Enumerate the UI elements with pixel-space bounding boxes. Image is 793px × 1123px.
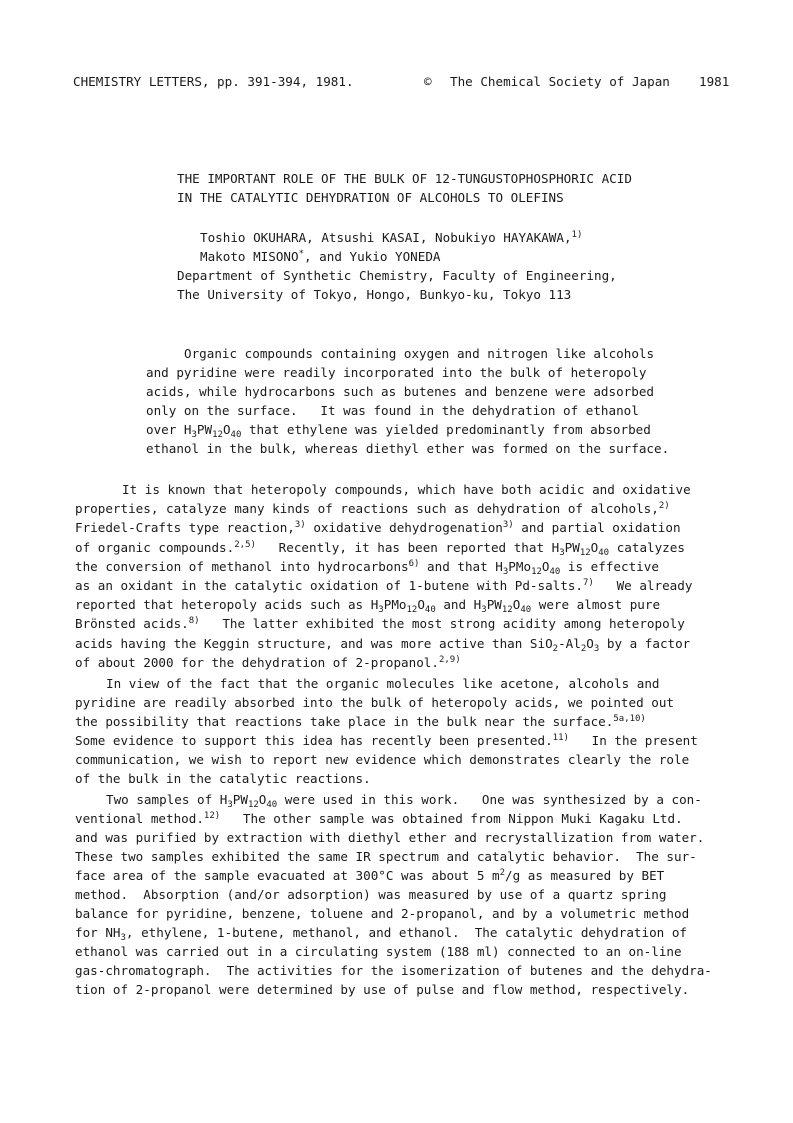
text-run: W <box>240 792 248 807</box>
citation-ref: 7) <box>583 578 594 588</box>
body-line <box>75 868 664 884</box>
text-run: over H <box>146 422 192 437</box>
citation-ref: 5a,10) <box>613 714 646 724</box>
authors-line-1 <box>200 230 582 246</box>
text-run: of organic compounds. <box>75 540 235 555</box>
text-run: O <box>512 597 521 612</box>
text-run: were used in this work. One was synthesized by a con- <box>277 792 702 807</box>
copyright-symbol: © <box>424 74 432 89</box>
author-names-2a: Makoto MISONO <box>200 249 299 264</box>
body-line: ethanol was carried out in a circulating system (188 ml) connected to an on-line <box>75 944 682 959</box>
citation-ref: 8) <box>188 616 200 626</box>
body-line: tion of 2-propanol were determined by use of pulse and flow method, respectively. <box>75 982 690 997</box>
body-line: balance for pyridine, benzene, toluene and 2-propanol, and by a volumetric method <box>75 906 690 921</box>
text-run: Recently, it has been reported that H <box>255 540 560 555</box>
body-line <box>75 925 687 941</box>
body-line: and was purified by extraction with diethyl ether and recrystallization from water. <box>75 830 705 845</box>
text-run: O <box>541 559 550 574</box>
text-run: O <box>417 597 425 612</box>
text-run: face area of the sample evacuated at 300°C was about 5 m <box>75 868 500 883</box>
body-line: It is known that heteropoly compounds, which have both acidic and oxidative <box>122 482 691 497</box>
author-footnote-ref: 1) <box>571 230 583 240</box>
citation-ref: 12) <box>203 811 221 821</box>
body-line: These two samples exhibited the same IR spectrum and catalytic behavior. The sur- <box>75 849 697 864</box>
text-run: P <box>508 559 516 574</box>
body-line <box>75 655 461 671</box>
text-run: , ethylene, 1-butene, methanol, and ethanol. The catalytic dehydration of <box>125 925 687 940</box>
body-line: pyridine are readily absorbed into the bulk of heteropoly acids, we pointed out <box>75 695 674 710</box>
text-run: W <box>204 422 213 437</box>
body-line <box>106 792 702 808</box>
superscript: 2 <box>499 868 506 878</box>
subscript: 12 <box>406 605 418 615</box>
text-run: Mo <box>391 597 407 612</box>
text-run: catalyzes <box>609 540 685 555</box>
body-line <box>75 714 646 730</box>
text-run: for NH <box>75 925 121 940</box>
text-run: O <box>586 636 594 651</box>
header-year: 1981 <box>699 74 730 89</box>
subscript: 3 <box>227 800 233 810</box>
subscript: 40 <box>598 548 610 558</box>
body-line <box>75 616 685 632</box>
body-line <box>75 559 659 575</box>
subscript: 40 <box>424 605 436 615</box>
subscript: 3 <box>481 605 487 615</box>
body-line <box>75 733 698 749</box>
text-run: Brönsted acids. <box>75 616 189 631</box>
text-run: /g as measured by BET <box>505 868 665 883</box>
text-run: P <box>383 597 392 612</box>
subscript: 3 <box>593 644 600 654</box>
citation-ref: 3) <box>294 520 306 530</box>
text-run: the conversion of methanol into hydrocarbons <box>75 559 409 574</box>
text-run: reported that heteropoly acids such as H <box>75 597 379 612</box>
text-run: oxidative dehydrogenation <box>305 520 503 535</box>
text-run: is effective <box>560 559 659 574</box>
subscript: 3 <box>120 933 126 943</box>
abstract-line: only on the surface. It was found in the dehydration of ethanol <box>146 403 639 418</box>
abstract-line: ethanol in the bulk, whereas diethyl ether was formed on the surface. <box>146 441 670 456</box>
subscript: 2 <box>552 644 559 654</box>
body-line: of the bulk in the catalytic reactions. <box>75 771 371 786</box>
text-run: O <box>258 792 267 807</box>
body-line: In view of the fact that the organic molecules like acetone, alcohols and <box>106 676 660 691</box>
subscript: 12 <box>531 567 542 577</box>
citation-ref: 2,5) <box>234 540 256 550</box>
text-run: P <box>486 597 495 612</box>
subscript: 3 <box>191 430 197 440</box>
text-run: We already <box>593 578 693 593</box>
authors-line-2 <box>200 249 440 265</box>
subscript: 2 <box>580 644 587 654</box>
affiliation-line-2: The University of Tokyo, Hongo, Bunkyo-ku, Tokyo 113 <box>177 287 572 302</box>
subscript: 40 <box>549 567 561 577</box>
text-run: The other sample was obtained from Nippon Muki Kagaku Ltd. <box>220 811 683 826</box>
subscript: 40 <box>520 605 532 615</box>
body-line <box>75 501 670 517</box>
society-name: The Chemical Society of Japan <box>450 74 670 89</box>
abstract-line: acids, while hydrocarbons such as butenes and benzene were adsorbed <box>146 384 654 399</box>
text-run: Friedel-Crafts type reaction, <box>75 520 295 535</box>
text-run: -Al <box>558 636 581 651</box>
citation-ref: 2) <box>658 501 670 511</box>
text-run: the possibility that reactions take place in the bulk near the surface. <box>75 714 614 729</box>
text-run: were almost pure <box>531 597 661 612</box>
body-line <box>75 636 690 652</box>
text-run: properties, catalyze many kinds of reactions such as dehydration of alcohols, <box>75 501 659 516</box>
text-run: Mo <box>515 559 532 574</box>
text-run: Some evidence to support this idea has recently been presented. <box>75 733 553 748</box>
abstract-line: Organic compounds containing oxygen and nitrogen like alcohols <box>184 346 655 361</box>
text-run: P <box>564 540 573 555</box>
text-run: of about 2000 for the dehydration of 2-propanol. <box>75 655 439 670</box>
body-line: communication, we wish to report new evidence which demonstrates clearly the role <box>75 752 690 767</box>
body-line: method. Absorption (and/or adsorption) was measured by use of a quartz spring <box>75 887 667 902</box>
body-line: gas-chromatograph. The activities for the isomerization of butenes and the dehydra- <box>75 963 712 978</box>
text-run: acids having the Keggin structure, and was more active than SiO <box>75 636 553 651</box>
subscript: 40 <box>266 800 278 810</box>
text-run: P <box>196 422 205 437</box>
abstract-line <box>146 422 651 438</box>
subscript: 12 <box>212 430 223 440</box>
text-run: that ethylene was yielded predominantly from absorbed <box>241 422 651 437</box>
citation-ref: 6) <box>408 559 420 569</box>
text-run: The latter exhibited the most strong acidity among heteropoly <box>199 616 685 631</box>
text-run: and that H <box>419 559 503 574</box>
text-run: W <box>494 597 502 612</box>
title-line-2: IN THE CATALYTIC DEHYDRATION OF ALCOHOLS TO OLEFINS <box>177 190 564 205</box>
text-run: W <box>572 540 580 555</box>
text-run: O <box>590 540 599 555</box>
text-run: P <box>232 792 241 807</box>
journal-citation: CHEMISTRY LETTERS, pp. 391-394, 1981. <box>73 74 354 89</box>
text-run: as an oxidant in the catalytic oxidation of 1-butene with Pd-salts. <box>75 578 583 593</box>
author-names-1: Toshio OKUHARA, Atsushi KASAI, Nobukiyo HAYAKAWA, <box>200 230 572 245</box>
body-line <box>75 597 660 613</box>
author-names-2b: , and Yukio YONEDA <box>304 249 441 264</box>
text-run: In the present <box>568 733 698 748</box>
text-run: Two samples of H <box>106 792 228 807</box>
body-line <box>75 540 685 556</box>
title-line-1: THE IMPORTANT ROLE OF THE BULK OF 12-TUNGUSTOPHOSPHORIC ACID <box>177 171 632 186</box>
citation-ref: 3) <box>502 520 514 530</box>
citation-ref: 2,9) <box>438 655 461 665</box>
text-run: and H <box>435 597 482 612</box>
affiliation-line-1: Department of Synthetic Chemistry, Faculty of Engineering, <box>177 268 617 283</box>
subscript: 3 <box>502 567 509 577</box>
body-line <box>75 578 692 594</box>
text-run: O <box>222 422 231 437</box>
subscript: 12 <box>501 605 513 615</box>
text-run: and partial oxidation <box>513 520 681 535</box>
subscript: 40 <box>230 430 242 440</box>
running-header <box>73 74 733 90</box>
corresponding-author-mark: * <box>298 249 304 259</box>
citation-ref: 11) <box>552 733 569 743</box>
subscript: 3 <box>559 548 565 558</box>
subscript: 12 <box>247 800 259 810</box>
body-line <box>75 520 681 536</box>
text-run: by a factor <box>599 636 691 651</box>
text-run: ventional method. <box>75 811 204 826</box>
subscript: 12 <box>579 548 591 558</box>
subscript: 3 <box>378 605 384 615</box>
abstract-line: and pyridine were readily incorporated into the bulk of heteropoly <box>146 365 647 380</box>
body-line <box>75 811 683 827</box>
